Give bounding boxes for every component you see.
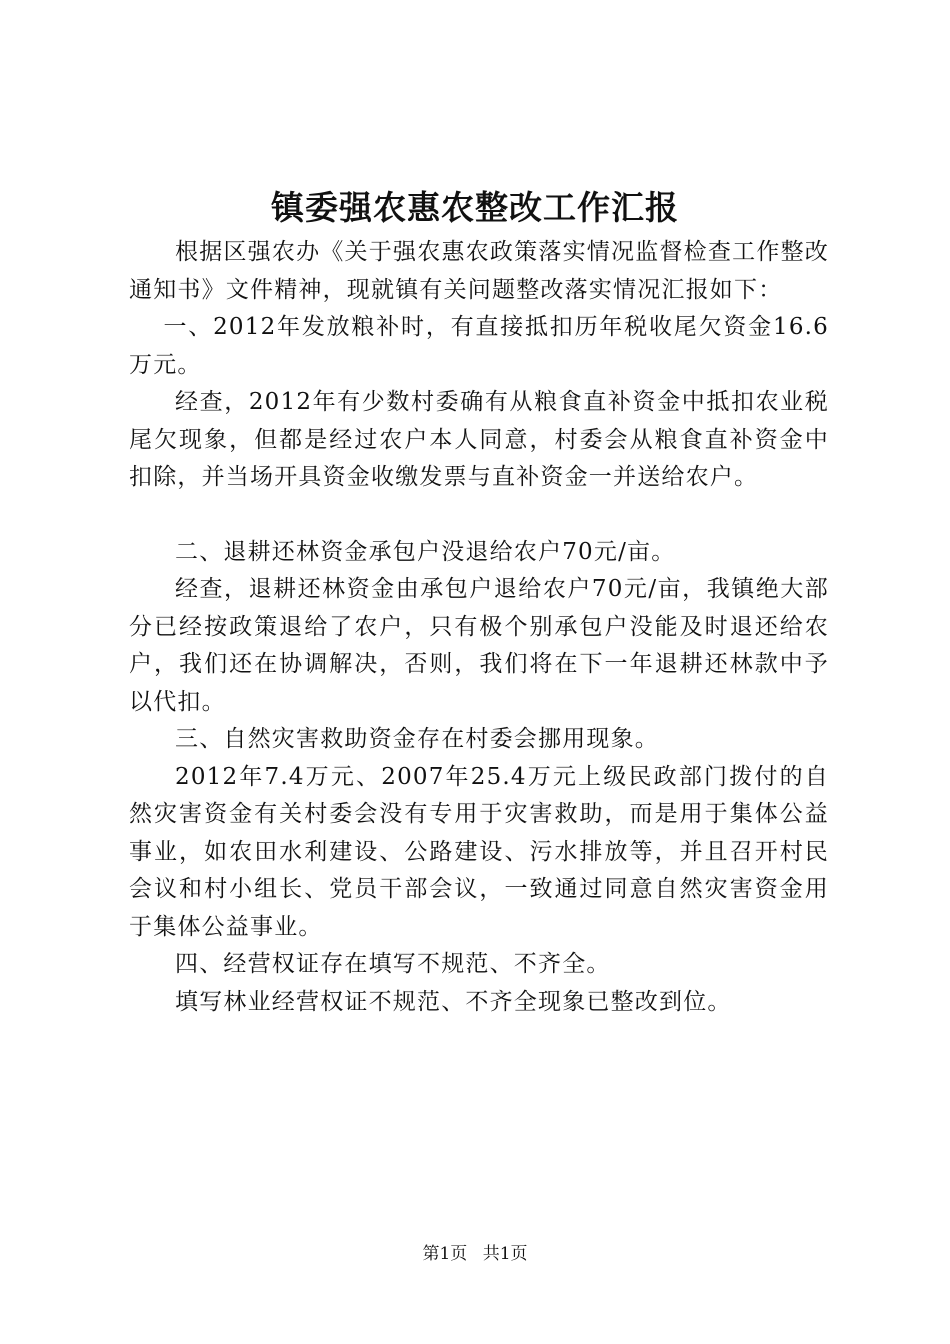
page-footer [0,1240,950,1268]
paragraph-finding-1: 经查，2012年有少数村委确有从粮食直补资金中抵扣农业税尾欠现象，但都是经过农户本人同意，村委会从粮食直补资金中扣除，并当场开具资金收缴发票与直补资金一并送给农户。 [129,389,829,490]
paragraph-issue-1: 一、2012年发放粮补时，有直接抵扣历年税收尾欠资金16.6万元。 [129,314,829,378]
page-number-total: 共1页 [482,1244,528,1264]
paragraph-issue-4: 四、经营权证存在填写不规范、不齐全。 [175,951,611,977]
document-body [129,234,829,1021]
paragraph-issue-3: 三、自然灾害救助资金存在村委会挪用现象。 [175,726,659,752]
paragraph-finding-4: 填写林业经营权证不规范、不齐全现象已整改到位。 [175,988,732,1015]
document-title: 镇委强农惠农整改工作汇报 [271,188,679,227]
paragraph-intro: 根据区强农办《关于强农惠农政策落实情况监督检查工作整改通知书》文件精神，现就镇有关问题整改落实情况汇报如下： [129,239,829,303]
page-number-current: 第1页 [422,1244,468,1264]
paragraph-issue-2: 二、退耕还林资金承包户没退给农户70元/亩。 [175,538,676,565]
paragraph-finding-2: 经查，退耕还林资金由承包户退给农户70元/亩，我镇绝大部分已经按政策退给了农户，只有极个别承包户没能及时退还给农户，我们还在协调解决，否则，我们将在下一年退耕还林款中予以代扣。 [129,576,829,715]
paragraph-finding-3: 2012年7.4万元、2007年25.4万元上级民政部门拨付的自然灾害资金有关村委会没有专用于灾害救助，而是用于集体公益事业，如农田水利建设、公路建设、污水排放等，并且召开村民会议和村小组长、党员干部会议，一致通过同意自然灾害资金用于集体公益事业。 [129,763,829,940]
